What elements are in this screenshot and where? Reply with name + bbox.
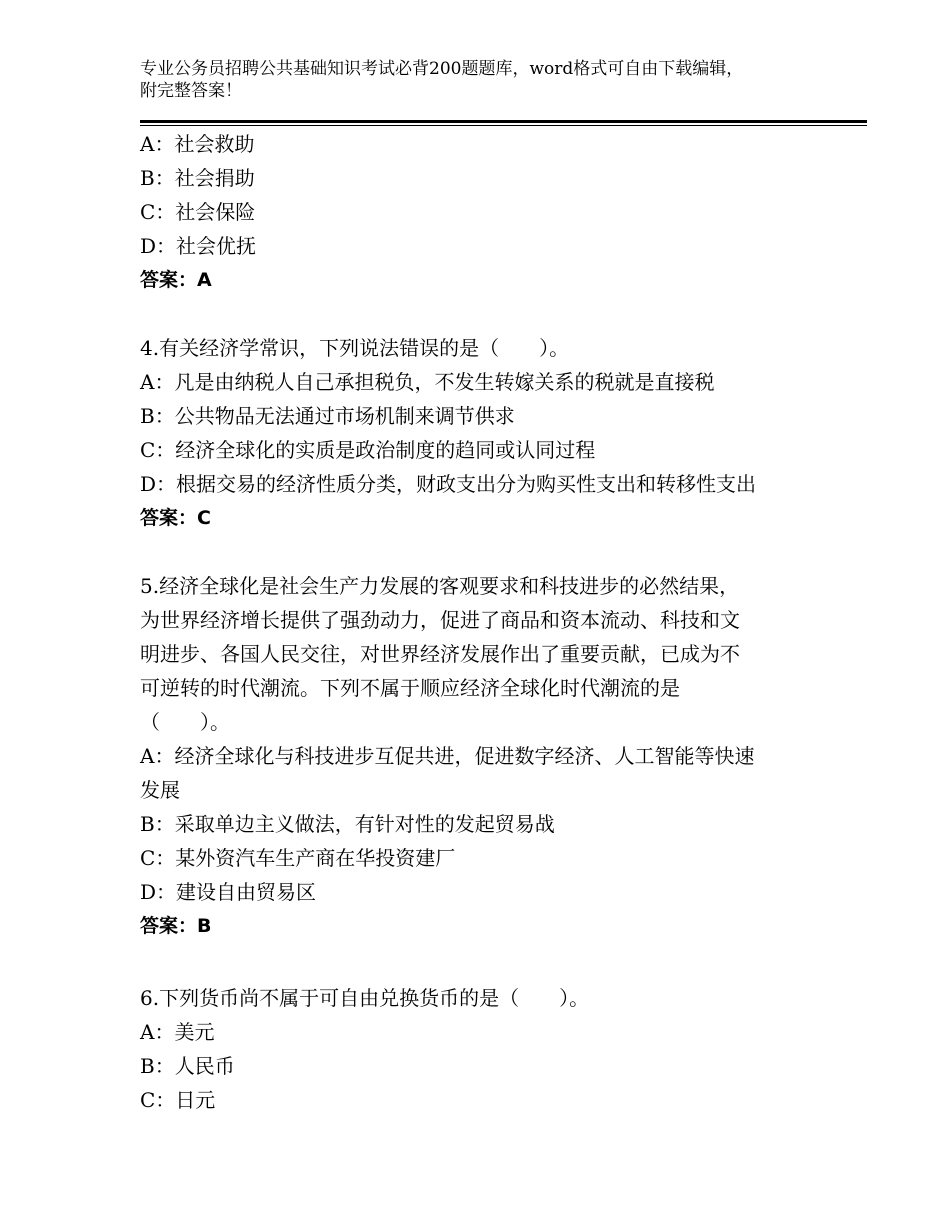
q6-stem: 6.下列货币尚不属于可自由兑换货币的是（ ）。 bbox=[140, 986, 590, 1010]
q3-option-b: B：社会捐助 bbox=[140, 166, 255, 190]
q5-stem-line-4: 可逆转的时代潮流。下列不属于顺应经济全球化时代潮流的是 bbox=[140, 676, 680, 700]
q5-stem-line-1: 5.经济全球化是社会生产力发展的客观要求和科技进步的必然结果， bbox=[140, 574, 740, 598]
q6-option-c: C：日元 bbox=[140, 1088, 216, 1112]
q5-option-b: B：采取单边主义做法，有针对性的发起贸易战 bbox=[140, 812, 555, 836]
q5-stem-line-2: 为世界经济增长提供了强劲动力，促进了商品和资本流动、科技和文 bbox=[140, 608, 740, 632]
q3-option-d: D：社会优抚 bbox=[140, 234, 257, 258]
q6-option-b: B：人民币 bbox=[140, 1054, 235, 1078]
q3-option-a: A：社会救助 bbox=[140, 132, 255, 156]
header-rule-thin bbox=[140, 125, 867, 126]
q3-option-c: C：社会保险 bbox=[140, 200, 256, 224]
q4-option-c: C：经济全球化的实质是政治制度的趋同或认同过程 bbox=[140, 438, 596, 462]
q5-option-a-line-2: 发展 bbox=[140, 778, 180, 802]
q4-option-a: A：凡是由纳税人自己承担税负，不发生转嫁关系的税就是直接税 bbox=[140, 370, 715, 394]
q5-option-c: C：某外资汽车生产商在华投资建厂 bbox=[140, 846, 456, 870]
q5-stem-line-3: 明进步、各国人民交往，对世界经济发展作出了重要贡献，已成为不 bbox=[140, 642, 740, 666]
q5-option-d: D：建设自由贸易区 bbox=[140, 880, 317, 904]
q5-stem-line-5: （ ）。 bbox=[140, 710, 230, 734]
q4-option-b: B：公共物品无法通过市场机制来调节供求 bbox=[140, 404, 515, 428]
header-line-1: 专业公务员招聘公共基础知识考试必背200题题库，word格式可自由下载编辑， bbox=[140, 59, 744, 79]
q3-answer: 答案：A bbox=[140, 269, 212, 291]
q5-option-a-line-1: A：经济全球化与科技进步互促共进，促进数字经济、人工智能等快速 bbox=[140, 744, 755, 768]
document-header bbox=[140, 58, 820, 102]
q4-answer: 答案：C bbox=[140, 507, 211, 529]
q6-option-a: A：美元 bbox=[140, 1020, 215, 1044]
q5-answer: 答案：B bbox=[140, 915, 212, 937]
header-line-2: 附完整答案！ bbox=[140, 81, 242, 101]
header-rule-thick bbox=[140, 120, 867, 123]
q4-stem: 4.有关经济学常识，下列说法错误的是（ ）。 bbox=[140, 336, 570, 360]
q4-option-d: D：根据交易的经济性质分类，财政支出分为购买性支出和转移性支出 bbox=[140, 472, 757, 496]
